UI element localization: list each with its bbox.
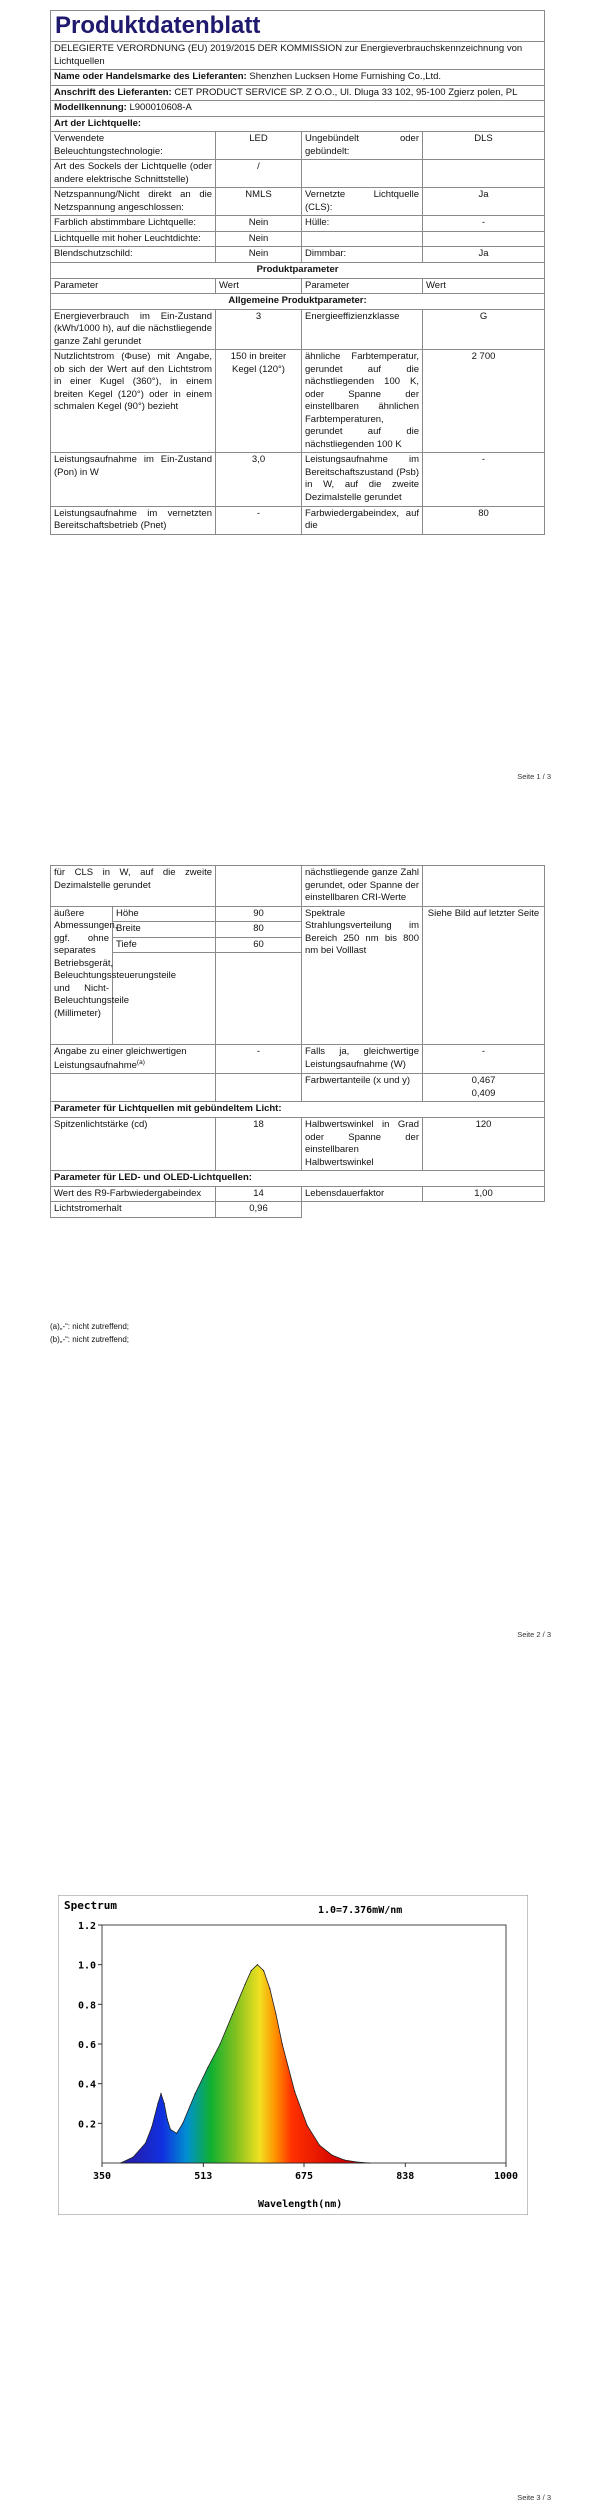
footnote: (b)„-“: nicht zutreffend; <box>50 1335 129 1344</box>
led-heading: Parameter für LED- und OLED-Lichtquellen: <box>51 1171 545 1187</box>
param-value: 80 <box>423 506 545 534</box>
param-value: - <box>216 1045 302 1074</box>
spectrum-point <box>170 2129 171 2130</box>
x-tick-label: 350 <box>92 2171 112 2182</box>
spectrum-point <box>182 2123 183 2124</box>
chart-annotation: 1.0=7.376mW/nm <box>318 1905 403 1916</box>
spectrum-point <box>244 1984 245 1985</box>
column-header: Wert <box>216 278 302 294</box>
dimension-name: Höhe <box>113 906 216 922</box>
type-row-label: Art des Sockels der Lichtquelle (oder andere elektrische Schnittstelle) <box>51 160 216 188</box>
type-row-label <box>302 160 423 188</box>
page-2 <box>0 785 591 1645</box>
type-row-label <box>302 231 423 247</box>
product-parameters-heading: Produktparameter <box>51 262 545 278</box>
spectrum-point <box>151 2127 152 2128</box>
dimension-value: 90 <box>216 906 302 922</box>
type-row-value: - <box>423 216 545 232</box>
spectrum-point <box>307 2125 308 2126</box>
type-row-value <box>423 160 545 188</box>
spectrum-point <box>207 2067 208 2068</box>
param-label: Farbwiedergabeindex, auf die <box>302 506 423 534</box>
param-value: 2 700 <box>423 350 545 453</box>
param-label: Spitzenlichtstärke (cd) <box>51 1118 216 1171</box>
column-header: Parameter <box>302 278 423 294</box>
type-row-label: Verwendete Beleuchtungstechnologie: <box>51 132 216 160</box>
param-label: Halbwertswinkel in Grad oder Spanne der einstellbaren Halbwertswinkel <box>302 1118 423 1171</box>
dimensions-label: äußere Abmessungen, ggf. ohne separates Betriebsgerät, Beleuchtungssteuerungsteile und Nicht-Beleuchtungsteile (Millimeter) <box>51 906 113 1045</box>
param-value: 150 in breiter Kegel (120°) <box>216 350 302 453</box>
param-value: 3 <box>216 309 302 350</box>
type-row <box>51 188 545 216</box>
param-label: für CLS in W, auf die zweite Dezimalstelle gerundet <box>51 866 216 907</box>
spectrum-point <box>275 2014 276 2015</box>
dimension-value: 80 <box>216 922 302 938</box>
type-row-label: Farblich abstimmbare Lichtquelle: <box>51 216 216 232</box>
y-tick-label: 0.6 <box>77 2040 96 2051</box>
y-tick-label: 1.2 <box>77 1921 96 1932</box>
page-number: Seite 2 / 3 <box>517 1630 551 1639</box>
spectrum-point <box>232 2014 233 2015</box>
datasheet-table-page-1 <box>50 10 545 535</box>
spectrum-point <box>157 2103 158 2104</box>
spectrum-point <box>220 2043 221 2044</box>
param-row <box>51 453 545 506</box>
model-label: Modellkennung: <box>54 102 127 114</box>
spectrum-point <box>282 2043 283 2044</box>
spectrum-point <box>294 2091 295 2092</box>
supplier-address-label: Anschrift des Lieferanten: <box>54 86 172 98</box>
type-row-value: LED <box>216 132 302 160</box>
spectrum-chart <box>58 1895 528 2215</box>
param-label: Lichtstromerhalt <box>51 1202 216 1218</box>
chromaticity-values <box>423 1074 545 1102</box>
equivalent-power-row <box>51 1045 545 1074</box>
type-row-value: Nein <box>216 216 302 232</box>
datasheet-table-page-2 <box>50 865 545 1218</box>
type-row <box>51 160 545 188</box>
y-tick-label: 0.2 <box>77 2119 96 2131</box>
spectrum-point <box>145 2143 146 2144</box>
document-title: Produktdatenblatt <box>51 11 545 42</box>
type-row-label: Vernetzte Lichtquelle (CLS): <box>302 188 423 216</box>
type-row-value: Nein <box>216 247 302 263</box>
spectrum-point <box>195 2093 196 2094</box>
spectrum-point <box>257 1964 258 1965</box>
spectrum-point <box>164 2103 165 2104</box>
chromaticity-label: Farbwertanteile (x und y) <box>302 1074 423 1102</box>
type-row-label: Hülle: <box>302 216 423 232</box>
dimension-value: 60 <box>216 937 302 953</box>
param-value: 18 <box>216 1118 302 1171</box>
x-axis-label: Wavelength(nm) <box>258 2199 343 2210</box>
supplier-address: CET PRODUCT SERVICE SP. Z O.O., Ul. Dluga 33 102, 95-100 Zgierz polen, PL <box>174 86 518 98</box>
x-tick-label: 675 <box>294 2171 314 2182</box>
type-row-label: Blendschutzschild: <box>51 247 216 263</box>
light-source-type-heading: Art der Lichtquelle: <box>51 116 545 132</box>
spectrum-point <box>369 2162 370 2163</box>
param-label: Energieeffizienzklasse <box>302 309 423 350</box>
spectrum-point <box>344 2159 345 2160</box>
general-parameters-heading: Allgemeine Produktparameter: <box>51 294 545 310</box>
param-label: Leistungsaufnahme im Bereitschaftszustand (Psb) in W, auf die zweite Dezimalstelle gerundet <box>302 453 423 506</box>
spectrum-point <box>319 2145 320 2146</box>
param-value: - <box>423 1045 545 1074</box>
param-label: Energieverbrauch im Ein-Zustand (kWh/1000 h), auf die nächstliegende ganze Zahl gerundet <box>51 309 216 350</box>
spectrum-point <box>167 2119 168 2120</box>
param-row <box>51 309 545 350</box>
footnote-ref: (a) <box>136 1058 145 1066</box>
type-row-value: DLS <box>423 132 545 160</box>
type-row-value: Nein <box>216 231 302 247</box>
type-row-label: Netzspannung/Nicht direkt an die Netzspannung angeschlossen: <box>51 188 216 216</box>
model-id: L900010608-A <box>129 102 192 114</box>
type-row <box>51 216 545 232</box>
column-header: Wert <box>423 278 545 294</box>
footnote: (a)„-“: nicht zutreffend; <box>50 1322 129 1331</box>
type-row <box>51 247 545 263</box>
type-row-value <box>423 231 545 247</box>
footnotes <box>50 1320 129 1346</box>
supplier-name-label: Name oder Handelsmarke des Lieferanten: <box>54 71 247 83</box>
param-value: 1,00 <box>423 1186 545 1202</box>
regulation-text: DELEGIERTE VERORDNUNG (EU) 2019/2015 DER KOMMISSION zur Energieverbrauchskennzeichnung von Lichtquellen <box>51 42 545 70</box>
param-row <box>51 350 545 453</box>
param-label: Nutzlichtstrom (Φuse) mit Angabe, ob sich der Wert auf den Lichtstrom in einer Kugel (360°), in einem breiten Kegel (120°) oder in einem schmalen Kegel (90°) bezieht <box>51 350 216 453</box>
param-label: Leistungsaufnahme im vernetzten Bereitschaftsbetrieb (Pnet) <box>51 506 216 534</box>
param-value: 14 <box>216 1186 302 1202</box>
continued-row <box>51 866 545 907</box>
equivalent-power-text: Angabe zu einer gleichwertigen Leistungsaufnahme <box>54 1046 187 1071</box>
page-3 <box>0 1645 591 2510</box>
supplier-name-row <box>51 70 545 86</box>
type-row-value: NMLS <box>216 188 302 216</box>
y-tick-label: 0.8 <box>77 2000 96 2012</box>
directional-heading: Parameter für Lichtquellen mit gebündeltem Licht: <box>51 1102 545 1118</box>
type-row-value: Ja <box>423 188 545 216</box>
param-label: Leistungsaufnahme im Ein-Zustand (Pon) in W <box>51 453 216 506</box>
model-row <box>51 101 545 117</box>
param-label: nächstliegende ganze Zahl gerundet, oder Spanne der einstellbaren CRI-Werte <box>302 866 423 907</box>
spectrum-point <box>263 1970 264 1971</box>
spectrum-point <box>176 2133 177 2134</box>
x-tick-label: 1000 <box>493 2171 519 2182</box>
dimension-name: Breite <box>113 922 216 938</box>
page-number: Seite 1 / 3 <box>517 772 551 781</box>
spectral-distribution-label: Spektrale Strahlungsverteilung im Bereich 250 nm bis 800 nm bei Volllast <box>302 906 423 1045</box>
spectrum-point <box>356 2161 357 2162</box>
supplier-name: Shenzhen Lucksen Home Furnishing Co.,Ltd. <box>249 71 442 83</box>
spectrum-point <box>160 2093 161 2094</box>
spectral-distribution-value: Siehe Bild auf letzter Seite <box>423 906 545 1045</box>
param-value: 120 <box>423 1118 545 1171</box>
param-row <box>51 1186 545 1202</box>
column-header-row <box>51 278 545 294</box>
spectrum-point <box>133 2157 134 2158</box>
chart-title: Spectrum <box>64 1899 117 1912</box>
column-header: Parameter <box>51 278 216 294</box>
spectrum-point <box>120 2162 121 2163</box>
type-row-label: Dimmbar: <box>302 247 423 263</box>
type-row-label: Ungebündelt oder gebündelt: <box>302 132 423 160</box>
param-label: Wert des R9-Farbwiedergabeindex <box>51 1186 216 1202</box>
equivalent-power-label <box>51 1045 216 1074</box>
dimension-name: Tiefe <box>113 937 216 953</box>
param-label: Lebensdauerfaktor <box>302 1186 423 1202</box>
spectrum-point <box>269 1988 270 1989</box>
chromaticity-x: 0,467 <box>471 1075 496 1087</box>
param-row <box>51 1118 545 1171</box>
type-row-label: Lichtquelle mit hoher Leuchtdichte: <box>51 231 216 247</box>
param-value: G <box>423 309 545 350</box>
chromaticity-row <box>51 1074 545 1102</box>
dimensions-row <box>51 906 545 922</box>
type-row-value: / <box>216 160 302 188</box>
param-label: ähnliche Farbtemperatur, gerundet auf die nächstliegenden 100 K, oder Spanne der einstellbaren ähnlichen Farbtemperaturen, gerundet auf die nächstliegenden 100 K <box>302 350 423 453</box>
spectrum-point <box>251 1970 252 1971</box>
param-label: Falls ja, gleichwertige Leistungsaufnahme (W) <box>302 1045 423 1074</box>
type-row-value: Ja <box>423 247 545 263</box>
x-tick-label: 838 <box>396 2171 415 2182</box>
param-value: 0,96 <box>216 1202 302 1218</box>
param-value: - <box>216 506 302 534</box>
type-row <box>51 231 545 247</box>
type-row <box>51 132 545 160</box>
page-number: Seite 3 / 3 <box>517 2493 551 2502</box>
param-row <box>51 506 545 534</box>
chart-frame <box>58 1895 528 2215</box>
param-row <box>51 1202 545 1218</box>
param-value: 3,0 <box>216 453 302 506</box>
chromaticity-y: 0,409 <box>471 1087 496 1099</box>
page-1 <box>0 0 591 785</box>
x-tick-label: 513 <box>194 2171 213 2182</box>
spectrum-point <box>331 2155 332 2156</box>
supplier-address-row <box>51 85 545 101</box>
y-tick-label: 1.0 <box>77 1960 96 1972</box>
y-tick-label: 0.4 <box>77 2079 96 2091</box>
param-value: - <box>423 453 545 506</box>
